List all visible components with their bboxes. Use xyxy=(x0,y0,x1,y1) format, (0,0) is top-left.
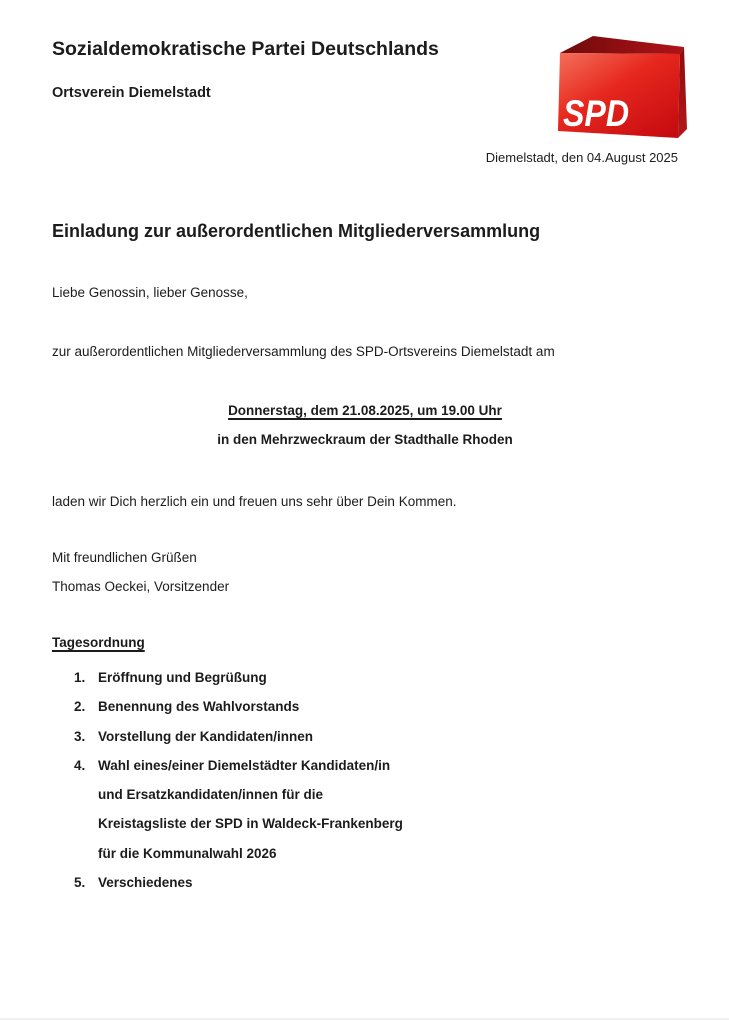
agenda-item-text xyxy=(98,868,678,897)
agenda-item-number: 3. xyxy=(74,728,86,744)
agenda-item-number: 2. xyxy=(74,699,86,715)
invitation-line: laden wir Dich herzlich ein und freuen uns sehr über Dein Kommen. xyxy=(52,494,457,509)
agenda-item-line: Wahl eines/einer Diemelstädter Kandidaten/in xyxy=(98,757,391,773)
event-datetime-text: Donnerstag, dem 21.08.2025, um 19.00 Uhr xyxy=(228,403,502,418)
agenda-item-text xyxy=(98,663,678,692)
intro-line: zur außerordentlichen Mitgliederversammlung des SPD-Ortsvereins Diemelstadt am xyxy=(52,344,555,359)
agenda-item xyxy=(74,663,678,692)
agenda-list xyxy=(74,663,678,897)
salutation: Liebe Genossin, lieber Genosse, xyxy=(52,285,248,300)
agenda-item-text xyxy=(98,692,678,721)
agenda-heading: Tagesordnung xyxy=(52,635,145,650)
agenda-item-number: 1. xyxy=(74,670,86,685)
spd-logo-text: SPD xyxy=(563,93,629,134)
signature-line: Thomas Oeckei, Vorsitzender xyxy=(52,579,230,594)
closing-line: Mit freundlichen Grüßen xyxy=(52,550,197,565)
dateline: Diemelstadt, den 04.August 2025 xyxy=(485,150,678,165)
agenda-item-line: und Ersatzkandidaten/innen für die xyxy=(98,787,324,803)
agenda-item-line: Vorstellung der Kandidaten/innen xyxy=(98,728,314,744)
agenda-item xyxy=(74,751,678,868)
event-datetime xyxy=(52,401,678,421)
agenda-item xyxy=(74,692,678,721)
agenda-item-line: Verschiedenes xyxy=(98,875,193,891)
org-name: Sozialdemokratische Partei Deutschlands xyxy=(52,38,439,60)
org-subtitle: Ortsverein Diemelstadt xyxy=(52,85,211,101)
agenda-item-number: 5. xyxy=(74,875,86,891)
cube-top-face xyxy=(560,36,684,54)
agenda-item xyxy=(74,868,678,897)
agenda-item-text xyxy=(98,751,678,868)
spd-cube-icon xyxy=(555,32,689,146)
spd-cube-logo xyxy=(555,32,689,146)
agenda-item-number: 4. xyxy=(74,757,86,773)
event-location: in den Mehrzweckraum der Stadthalle Rhoden xyxy=(217,432,513,447)
agenda-item-text xyxy=(98,722,678,751)
agenda-item-line: für die Kommunalwahl 2026 xyxy=(98,845,277,861)
agenda-item xyxy=(74,722,678,751)
letter-title: Einladung zur außerordentlichen Mitgliederversammlung xyxy=(52,221,541,241)
agenda-item-line: Benennung des Wahlvorstands xyxy=(98,699,300,715)
agenda-item-line: Eröffnung und Begrüßung xyxy=(98,670,267,685)
agenda-item-line: Kreistagsliste der SPD in Waldeck-Frankenberg xyxy=(98,816,403,832)
